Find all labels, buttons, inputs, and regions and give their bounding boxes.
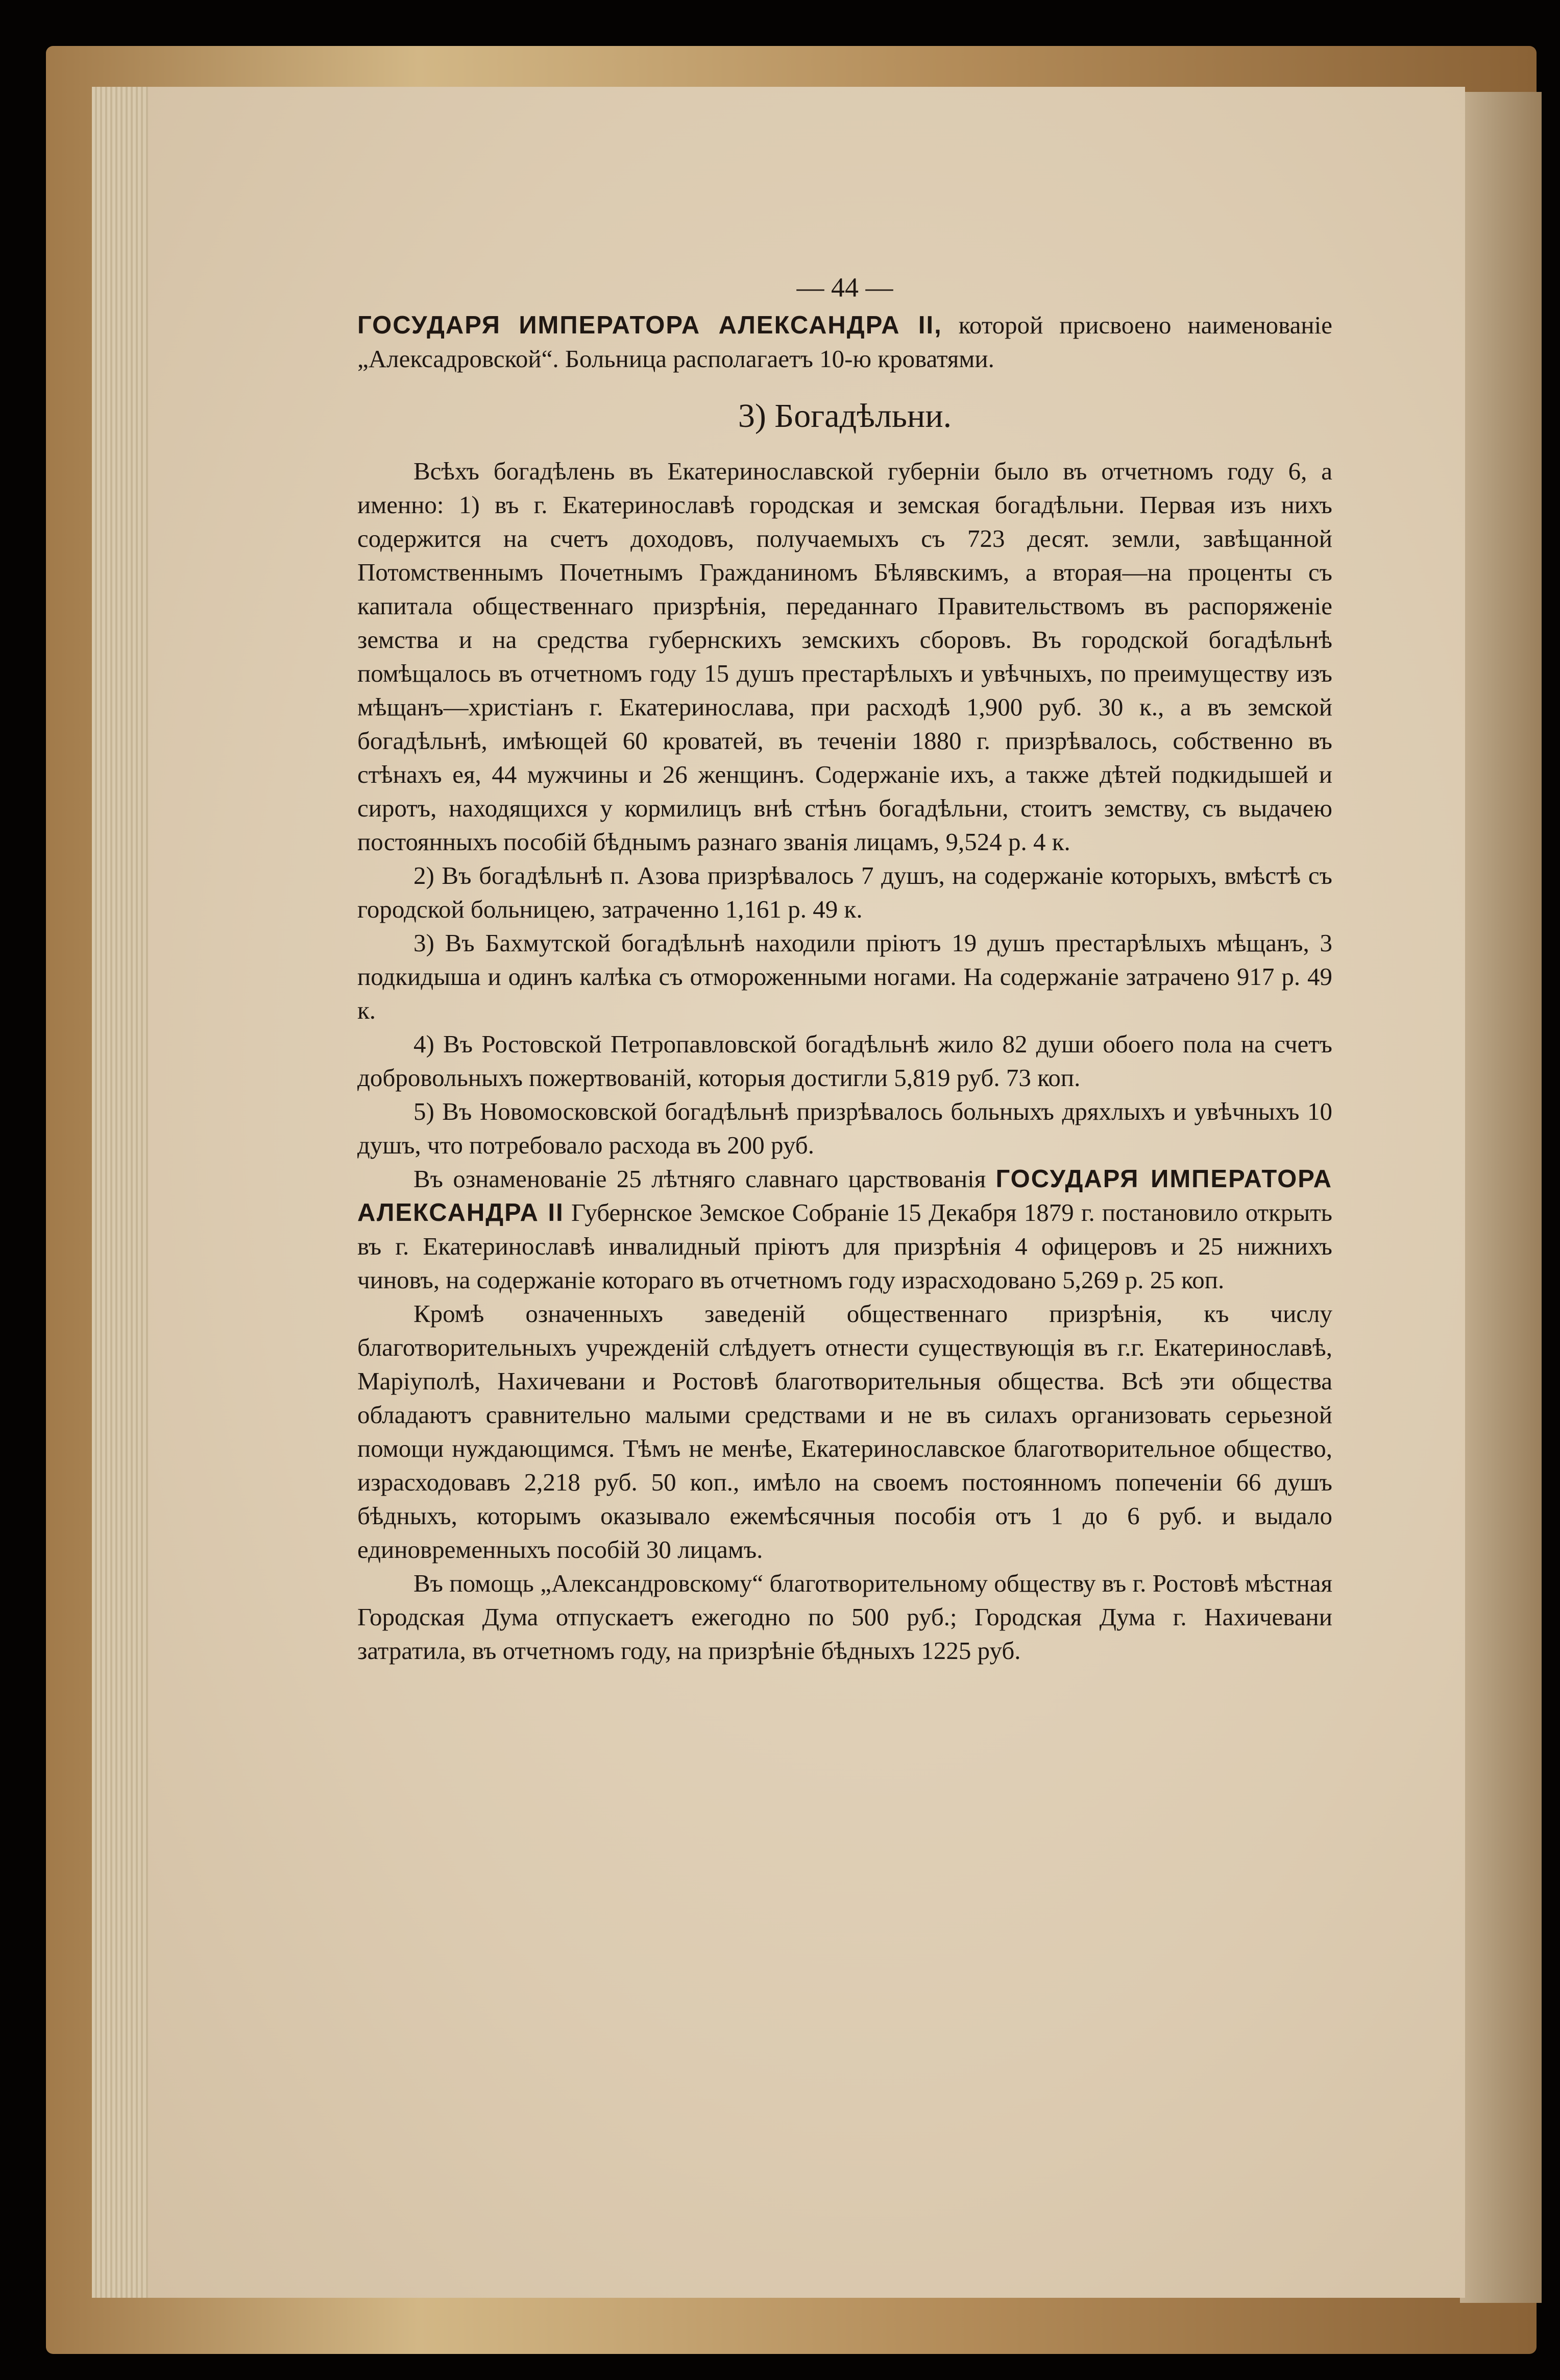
paragraph-6-end: Губернское Земское Собраніе 15 Декабря 1879 г. постановило открыть въ г. Екатеринославѣ инвалидный пріютъ для призрѣнія 4 офицеровъ и 25 нижнихъ чиновъ, на содержаніе котораго въ отчетномъ году израсходовано 5,269 р. 25 коп.: [357, 1198, 1332, 1294]
section-heading: 3) Богадѣльни.: [738, 397, 952, 435]
page-text: [357, 271, 1332, 1668]
intro-text: которой присвоено наименованіе „Алексадровской“. Больница располагаетъ 10-ю кроватями.: [357, 311, 1332, 373]
paragraph-5: 5) Въ Новомосковской богадѣльнѣ призрѣвалось больныхъ дряхлыхъ и увѣчныхъ 10 душъ, что потребовало расхода въ 200 руб.: [357, 1097, 1332, 1159]
paragraph-4: 4) Въ Ростовской Петропавловской богадѣльнѣ жило 82 души обоего пола на счетъ добровольныхъ пожертвованій, которыя достигли 5,819 руб. 73 коп.: [357, 1030, 1332, 1092]
paragraph-8: Въ помощь „Александровскому“ благотворительному обществу въ г. Ростовѣ мѣстная Городская Дума отпускаетъ ежегодно по 500 руб.; Городская Дума г. Нахичевани затратила, въ отчетномъ году, на призрѣніе бѣдныхъ 1225 руб.: [357, 1569, 1332, 1665]
paragraph-6: [357, 1162, 1332, 1297]
page-number: — 44 —: [796, 272, 893, 303]
paragraph-3: 3) Въ Бахмутской богадѣльнѣ находили пріютъ 19 душъ престарѣлыхъ мѣщанъ, 3 подкидыша и одинъ калѣка съ отмороженными ногами. На содержаніе затрачено 917 р. 49 к.: [357, 929, 1332, 1024]
paragraph-7: Кромѣ означенныхъ заведеній общественнаго призрѣнія, къ числу благотворительныхъ учрежденій слѣдуетъ отнести существующія въ г.г. Екатеринославѣ, Маріуполѣ, Нахичевани и Ростовѣ благотворительныя общества. Всѣ эти общества обладаютъ сравнительно малыми средствами и не въ силахъ организовать серьезной помощи нуждающимся. Тѣмъ не менѣе, Екатеринославское благотворительное общество, израсходовавъ 2,218 руб. 50 коп., имѣло на своемъ постоянномъ попеченіи 66 душъ бѣдныхъ, которымъ оказывало ежемѣсячныя пособія отъ 1 до 6 руб. и выдало единовременныхъ пособій 30 лицамъ.: [357, 1300, 1332, 1564]
paragraph-6-caps: ГОСУДАРЯ ИМПЕРАТОРА АЛЕКСАНДРА II: [357, 1165, 1332, 1227]
paragraph-6-start: Въ ознаменованіе 25 лѣтняго славнаго царствованія: [413, 1165, 996, 1193]
paragraph-1: Всѣхъ богадѣлень въ Екатеринославской губерніи было въ отчетномъ году 6, а именно: 1) въ г. Екатеринославѣ городская и земская богадѣльни. Первая изъ нихъ содержится на счетъ доходовъ, получаемыхъ съ 723 десят. земли, завѣщанной Потомственнымъ Почетнымъ Гражданиномъ Бѣлявскимъ, а вторая—на проценты съ капитала общественнаго призрѣнія, переданнаго Правительствомъ въ распоряженіе земства и на средства губернскихъ земскихъ сборовъ. Въ городской богадѣльнѣ помѣщалось въ отчетномъ году 15 душъ престарѣлыхъ и увѣчныхъ, по преимуществу изъ мѣщанъ—христіанъ г. Екатеринослава, при расходѣ 1,900 руб. 30 к., а въ земской богадѣльнѣ, имѣющей 60 кроватей, въ теченіи 1880 г. призрѣвалось, собственно въ стѣнахъ ея, 44 мужчины и 26 женщинъ. Содержаніе ихъ, а также дѣтей подкидышей и сиротъ, находящихся у кормилицъ внѣ стѣнъ богадѣльни, стоитъ земству, съ выдачею постоянныхъ пособій бѣднымъ разнаго званія лицамъ, 9,524 р. 4 к.: [357, 457, 1332, 856]
page-stack-edges: [92, 87, 148, 2298]
intro-paragraph: [357, 308, 1332, 376]
intro-caps: ГОСУДАРЯ ИМПЕРАТОРА АЛЕКСАНДРА II,: [357, 311, 942, 339]
next-page-edge: [1460, 92, 1542, 2303]
paragraph-2: 2) Въ богадѣльнѣ п. Азова призрѣвалось 7 душъ, на содержаніе которыхъ, вмѣстѣ съ городской больницею, затраченно 1,161 р. 49 к.: [357, 861, 1332, 923]
